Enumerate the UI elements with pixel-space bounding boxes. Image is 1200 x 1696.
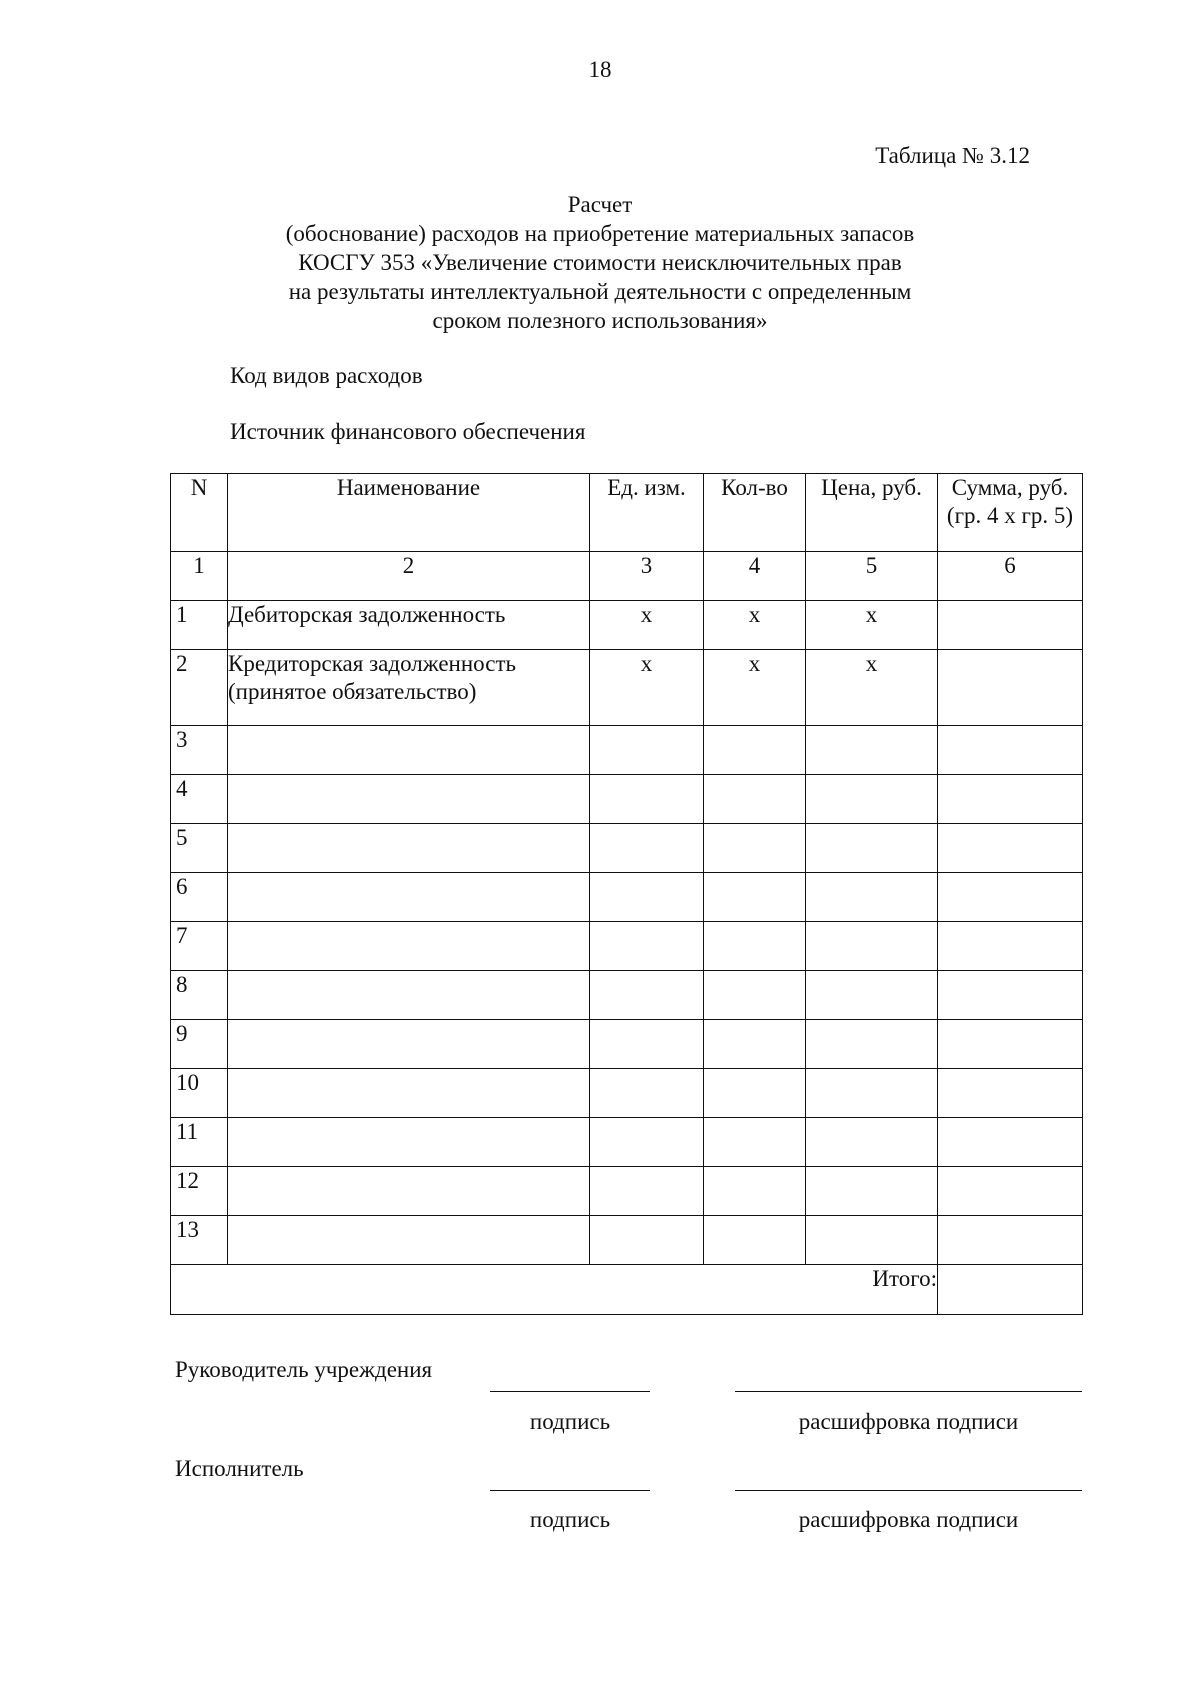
row-name[interactable]: [228, 922, 590, 971]
calculation-table: [170, 473, 1083, 1315]
table-row: [171, 1167, 1083, 1216]
row-sum: [938, 601, 1083, 650]
row-price[interactable]: [806, 1216, 938, 1265]
head-decryption-line[interactable]: [735, 1391, 1082, 1392]
row-unit[interactable]: [590, 971, 704, 1020]
column-number: 3: [590, 552, 704, 601]
table-number: Таблица № 3.12: [875, 143, 1030, 168]
head-label: Руководитель учреждения: [175, 1357, 433, 1382]
table-header-row: [171, 474, 1083, 552]
row-sum[interactable]: [938, 971, 1083, 1020]
row-sum[interactable]: [938, 1020, 1083, 1069]
row-number: 4: [171, 775, 228, 824]
header-sum-line1: Сумма, руб.: [951, 475, 1069, 500]
row-name[interactable]: [228, 1069, 590, 1118]
row-unit[interactable]: [590, 873, 704, 922]
row-name[interactable]: [228, 1216, 590, 1265]
row-number: 1: [171, 601, 228, 650]
header-sum: [938, 474, 1083, 552]
executor-signature-caption: подпись: [529, 1507, 611, 1532]
row-sum[interactable]: [938, 922, 1083, 971]
executor-decryption-line[interactable]: [735, 1490, 1082, 1491]
row-number: 8: [171, 971, 228, 1020]
document-title: [0, 190, 1200, 335]
header-n: N: [171, 474, 228, 552]
row-unit: х: [590, 601, 704, 650]
column-number: 1: [171, 552, 228, 601]
row-number: 12: [171, 1167, 228, 1216]
row-number: 5: [171, 824, 228, 873]
row-sum[interactable]: [938, 1167, 1083, 1216]
header-price: Цена, руб.: [806, 474, 938, 552]
head-signature-line[interactable]: [490, 1391, 650, 1392]
row-price: х: [806, 650, 938, 726]
row-name: [228, 650, 590, 726]
row-unit[interactable]: [590, 824, 704, 873]
row-price[interactable]: [806, 726, 938, 775]
row-unit[interactable]: [590, 1216, 704, 1265]
executor-signature-line[interactable]: [490, 1490, 650, 1491]
total-row: [171, 1265, 1083, 1315]
total-label: Итого:: [171, 1265, 938, 1315]
table-row: [171, 824, 1083, 873]
row-sum[interactable]: [938, 873, 1083, 922]
row-name[interactable]: [228, 1118, 590, 1167]
row-price[interactable]: [806, 824, 938, 873]
row-qty[interactable]: [704, 1069, 806, 1118]
row-number: 11: [171, 1118, 228, 1167]
head-signature-caption: подпись: [529, 1409, 611, 1434]
row-qty[interactable]: [704, 1020, 806, 1069]
row-unit[interactable]: [590, 922, 704, 971]
table-row: [171, 650, 1083, 726]
row-sum: [938, 650, 1083, 726]
row-name-line1: Кредиторская задолженность: [228, 651, 516, 676]
row-name[interactable]: [228, 775, 590, 824]
row-unit[interactable]: [590, 726, 704, 775]
table-row: [171, 1118, 1083, 1167]
column-number: 4: [704, 552, 806, 601]
title-line: на результаты интеллектуальной деятельности с определенным: [288, 279, 912, 304]
row-name-line2: (принятое обязательство): [228, 679, 477, 704]
column-number: 6: [938, 552, 1083, 601]
row-sum[interactable]: [938, 726, 1083, 775]
table-row: [171, 873, 1083, 922]
row-number: 13: [171, 1216, 228, 1265]
column-number: 5: [806, 552, 938, 601]
header-unit: Ед. изм.: [590, 474, 704, 552]
header-name: Наименование: [228, 474, 590, 552]
row-sum[interactable]: [938, 1216, 1083, 1265]
row-number: 2: [171, 650, 228, 726]
row-name[interactable]: [228, 726, 590, 775]
title-line: сроком полезного использования»: [432, 308, 768, 333]
row-price[interactable]: [806, 971, 938, 1020]
row-price[interactable]: [806, 775, 938, 824]
table-row: [171, 1216, 1083, 1265]
row-unit[interactable]: [590, 1069, 704, 1118]
expense-code-label: Код видов расходов: [230, 363, 423, 388]
row-qty: х: [704, 650, 806, 726]
column-number-row: [171, 552, 1083, 601]
row-number: 9: [171, 1020, 228, 1069]
row-unit[interactable]: [590, 1167, 704, 1216]
row-number: 7: [171, 922, 228, 971]
row-price[interactable]: [806, 1020, 938, 1069]
row-qty[interactable]: [704, 1167, 806, 1216]
row-qty: х: [704, 601, 806, 650]
row-qty[interactable]: [704, 873, 806, 922]
column-number: 2: [228, 552, 590, 601]
row-qty[interactable]: [704, 922, 806, 971]
row-unit: х: [590, 650, 704, 726]
head-decryption-caption: расшифровка подписи: [798, 1409, 1019, 1434]
row-price[interactable]: [806, 873, 938, 922]
row-sum[interactable]: [938, 824, 1083, 873]
row-unit[interactable]: [590, 1020, 704, 1069]
row-price[interactable]: [806, 1118, 938, 1167]
title-line: КОСГУ 353 «Увеличение стоимости неисключительных прав: [298, 250, 902, 275]
header-sum-line2: (гр. 4 х гр. 5): [946, 503, 1074, 528]
table-row: [171, 971, 1083, 1020]
row-sum[interactable]: [938, 775, 1083, 824]
row-price[interactable]: [806, 1069, 938, 1118]
table-row: [171, 1020, 1083, 1069]
row-unit[interactable]: [590, 1118, 704, 1167]
row-price: х: [806, 601, 938, 650]
row-number: 10: [171, 1069, 228, 1118]
table-row: [171, 775, 1083, 824]
row-qty[interactable]: [704, 971, 806, 1020]
header-qty: Кол-во: [704, 474, 806, 552]
total-value[interactable]: [938, 1265, 1083, 1315]
row-sum[interactable]: [938, 1069, 1083, 1118]
row-number: 6: [171, 873, 228, 922]
row-name[interactable]: [228, 873, 590, 922]
row-qty[interactable]: [704, 824, 806, 873]
funding-source-label: Источник финансового обеспечения: [230, 419, 586, 444]
row-name[interactable]: [228, 824, 590, 873]
page-number: 18: [588, 57, 612, 82]
row-price[interactable]: [806, 922, 938, 971]
row-name[interactable]: [228, 1167, 590, 1216]
row-name[interactable]: [228, 1020, 590, 1069]
title-line: (обоснование) расходов на приобретение материальных запасов: [285, 221, 915, 246]
row-number: 3: [171, 726, 228, 775]
row-qty[interactable]: [704, 1118, 806, 1167]
row-qty[interactable]: [704, 1216, 806, 1265]
row-sum[interactable]: [938, 1118, 1083, 1167]
table-row: [171, 922, 1083, 971]
row-unit[interactable]: [590, 775, 704, 824]
executor-label: Исполнитель: [175, 1456, 304, 1481]
row-name[interactable]: [228, 971, 590, 1020]
row-name: Дебиторская задолженность: [228, 601, 590, 650]
row-qty[interactable]: [704, 775, 806, 824]
row-price[interactable]: [806, 1167, 938, 1216]
row-qty[interactable]: [704, 726, 806, 775]
title-line: Расчет: [567, 192, 633, 217]
table-row: [171, 601, 1083, 650]
table-row: [171, 726, 1083, 775]
executor-decryption-caption: расшифровка подписи: [798, 1507, 1019, 1532]
table-row: [171, 1069, 1083, 1118]
